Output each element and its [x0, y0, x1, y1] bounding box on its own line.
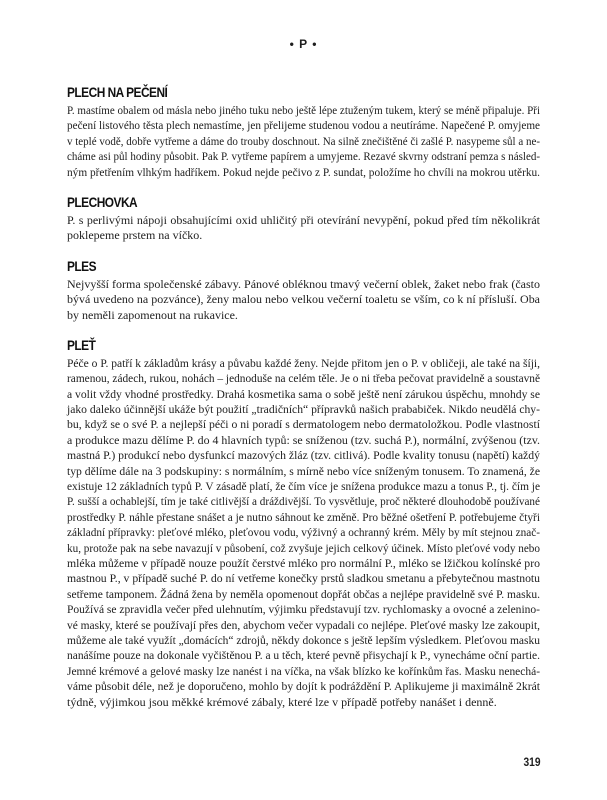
entry-text-line: [67, 587, 540, 602]
entry-section: [67, 257, 540, 323]
entry-text-line-content: ným přetřením vlhkým hadříkem. Pokud nejde pečivo z P. sundat, položíme ho chvíli na mokrou utěrku.: [67, 164, 541, 179]
entry-text-line: [67, 433, 540, 448]
running-header: • P •: [289, 37, 318, 51]
entry-section: [67, 193, 540, 244]
entry-text-line: [67, 648, 540, 663]
entry-text-line: [67, 149, 540, 164]
entry-text-line-content: Nejvyšší forma společenské zábavy. Pánové obléknou tmavý večerní oblek, žaket nebo frak (často: [67, 276, 540, 291]
entry-text-line-content: mastnou P., v případě suché P. do ní vetřeme konečky prstů sladkou smetanu a přebytečnou mastnotu: [67, 571, 541, 586]
entry-heading: PLES: [67, 257, 97, 274]
entry-text-line: [67, 664, 540, 679]
entry-text-line-content: základní přípravky: pleťové mléko, pleťovou vodu, výživný a ochranný krém. Měly by mít stejnou znač-: [67, 525, 541, 540]
entry-text-line: [67, 402, 540, 417]
entry-text-line: [67, 118, 540, 133]
entry-text-line-content: P. sušší a ochablejší, tím je také citlivější a dráždivější. To vysvětluje, proč některé dlouhodobě používané: [67, 494, 540, 509]
page-number: 319: [523, 755, 541, 769]
entry-text-line: [67, 541, 540, 556]
entry-text-line-content: jako daleko účinnější ukáže být použití „tradičních“ přípravků našich prababiček. Nikdo neudělá chy-: [67, 402, 540, 417]
entry-text-line-content: ramenou, zádech, rukou, nohách – jednoduše na celém těle. Je o ni třeba pečovat pravidelně a soustavně: [67, 371, 541, 386]
entry-text-line-content: mléka můžeme v případě nouze použít čerstvé mléko pro normální P., mléko se lžičkou kolínské pro: [67, 555, 540, 570]
entry-text-line-content: pečení listového těsta plech nemastíme, jen přelijeme studenou vodou a neutíráme. Napečené P. omyjeme: [67, 118, 540, 133]
entry-text-line: [67, 292, 540, 307]
entry-text-line-content: P. s perlivými nápoji obsahujícími oxid uhličitý při otevírání nevypění, pokud před tím několikrát: [67, 212, 540, 227]
entry-text-line: [67, 464, 540, 479]
entry-text-line: [67, 633, 540, 648]
entry-text-line-content: týdně, výjimkou jsou měkké krémové zábaly, které lze v případě potřeby nanášet i denně.: [67, 694, 497, 709]
entry-text-line: [67, 277, 540, 292]
entry-heading: PLEŤ: [67, 336, 96, 353]
entry-text-line-content: váme působit déle, než je doporučeno, mohlo by dojít k podráždění P. Aplikujeme ji maximálně 2krát: [67, 679, 541, 694]
entry-text-line: [67, 371, 540, 386]
entry-text-line-content: by neměli zapomenout na rukavice.: [67, 307, 238, 322]
entry-text-line-content: Používá se zpravidla večer před ulehnutím, výjimku představují tzv. rychlomasky a ovocné a zelenino-: [67, 602, 540, 617]
entry-text-line-content: mastná P.) produkcí nebo dysfunkcí mazových žláz (tzv. citlivá). Podle kvality tonusu (napětí) každý: [67, 448, 540, 463]
entry-heading: PLECH NA PEČENÍ: [67, 84, 168, 100]
entry-text-line: [67, 679, 540, 694]
entry-text-line: [67, 618, 540, 633]
entry-text-line-content: poklepeme prstem na víčko.: [67, 228, 203, 243]
entry-text-line: [67, 387, 540, 402]
entry-text-line-content: bu, když se o své P. a nejlepší péči o ni poradí s dermatologem nebo dermatoložkou. Podle vlastností: [67, 417, 540, 432]
entry-text-line-content: cháme asi půl hodiny působit. Pak P. vytřeme papírem a umyjeme. Rezavé skvrny odstraní pemza s násled-: [67, 149, 541, 164]
entry-text-line-content: setřeme tamponem. Žádná žena by neměla opomenout dopřát občas a nejlépe pravidelně své P. masku.: [67, 586, 540, 601]
entry-text-line: [67, 356, 540, 371]
entry-text-line: [67, 571, 540, 586]
entry-text-line-content: ku, protože pak na sebe navazují v působení, což zvyšuje jejich celkový účinek. Místo pleťové vody nebo: [67, 540, 540, 555]
entry-text-line-content: v teplé vodě, dobře vytřeme a dáme do trouby doschnout. Na silně znečištěné či zašlé P. nasypeme sůl a ne-: [67, 133, 541, 148]
entry-text-line-content: vé masky, které se používají přes den, abychom večer vypadali co nejlépe. Pleťové masky lze zakoupit,: [67, 617, 540, 632]
entry-text-line: [67, 695, 540, 710]
entry-text-line: [67, 103, 540, 118]
entry-text-line: [67, 510, 540, 525]
entry-section: [67, 83, 540, 180]
entry-text-line-content: prostředky P. náhle přestane snášet a je nutno sáhnout ke změně. Pro běžné ošetření P. potřebujeme čtyři: [67, 509, 540, 524]
entry-text-line: [67, 417, 540, 432]
entry-text-line-content: můžeme ale také využít „domácích“ zdrojů, někdy dokonce s ještě lepším výsledkem. Pleťovou masku: [67, 632, 541, 647]
entry-text-line-content: a volit vždy vhodné prostředky. Drahá kosmetika sama o sobě ještě není zárukou úspěchu, mnohdy se: [67, 386, 540, 401]
entry-text-line: [67, 448, 540, 463]
entry-text-line: [67, 556, 540, 571]
page-content: [67, 83, 540, 723]
entry-heading: PLECHOVKA: [67, 193, 138, 210]
entry-text-line: [67, 213, 540, 228]
entry-text-line-content: nanášíme pouze na dokonale vyčištěnou P. a u těch, které pevně přisychají k P., vynecháme oční partie.: [67, 648, 541, 663]
entry-text-line: [67, 479, 540, 494]
entry-text-line: [67, 525, 540, 540]
entry-text-line: [67, 134, 540, 149]
entry-text-line: [67, 228, 540, 243]
entry-text-line-content: bývá uvedeno na pozvánce), ženy malou nebo velkou večerní toaletu se vším, co k ní přísluší. Oba: [67, 292, 541, 307]
entry-text-line-content: existuje 12 základních typů P. V zásadě platí, že čím více je snížena produkce mazu a tonus P., tj. čím je: [67, 479, 541, 494]
entry-text-line: [67, 602, 540, 617]
entry-text-line-content: P. mastíme obalem od másla nebo jiného tuku nebo ještě lépe ztuženým tukem, který se méně připaluje. Při: [67, 103, 541, 117]
entry-section: [67, 336, 540, 710]
entry-text-line-content: Jemné krémové a gelové masky lze nanést i na víčka, na však blízko ke kořínkům řas. Masku nenechá-: [67, 663, 541, 678]
entry-text-line-content: Péče o P. patří k základům krásy a půvabu každé ženy. Nejde přitom jen o P. v obličeji, ale také na šíji,: [67, 355, 541, 370]
entry-text-line: [67, 308, 540, 323]
entry-text-line-content: a produkce mazu dělíme P. do 4 hlavních typů: se sníženou (tzv. suchá P.), normální, zvýšenou (tzv.: [67, 432, 540, 447]
entry-text-line: [67, 494, 540, 509]
entry-text-line: [67, 165, 540, 180]
entry-text-line-content: typ dělíme dále na 3 podskupiny: s normálním, s mírně nebo více sníženým tonusem. To znamená, že: [67, 463, 540, 478]
